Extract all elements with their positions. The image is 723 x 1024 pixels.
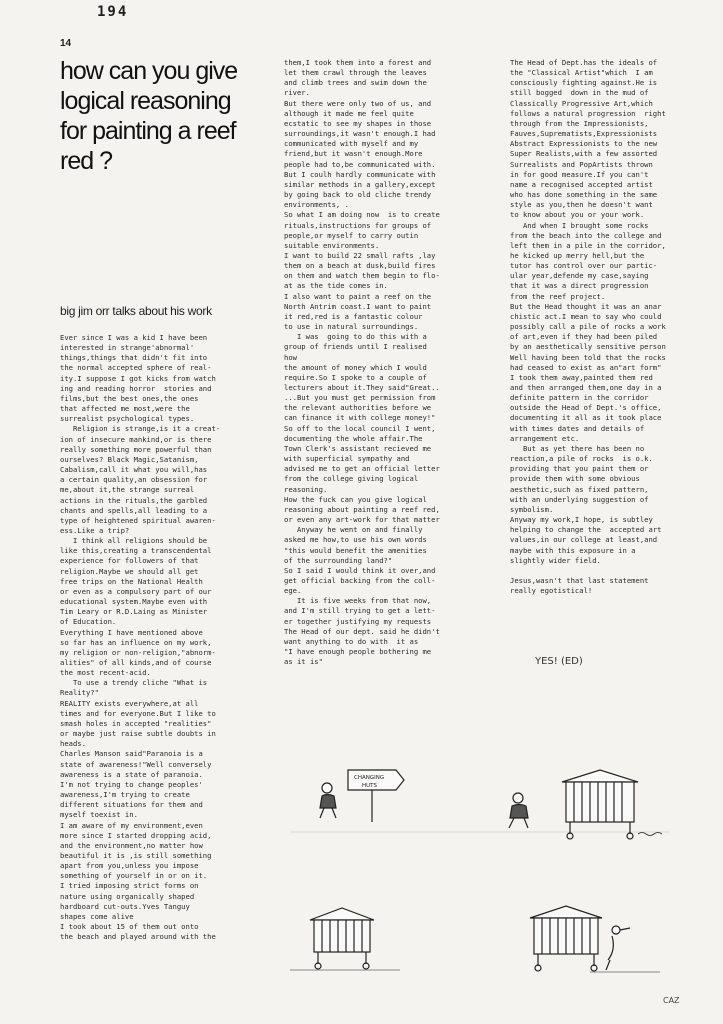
changing-hut-3	[530, 906, 602, 971]
bird-figure	[590, 926, 660, 972]
changing-huts-sign	[348, 770, 404, 822]
article-byline: big jim orr talks about his work	[60, 304, 212, 318]
article-column-1: Ever since I was a kid I have been interested in strange'abnormal' things,things that didn't fit into the normal accepted sphere of real- ity.I suppose I got kicks from watch ing and reading horror stories and films,but the best ones,the ones that affected me most,were the surrealist psychological types. Religion is strange,is it a creat- ion of insecure mankind,or is there really something more powerful than ourselves? Black Magic,Satanism, Cabalism,call it what you will,has a certain quality,an obsession for me,about it,the strange surreal actions in the rituals,the garbled chants and spells,all leading to a type of heightened spiritual awaren- ess.Like a trip? I think all religions should be like this,creating a transcendental experience for followers of that religion.Maybe we should all get free trips on the National Health or even as a compulsory part of our educational system.Maybe even with Tim Leary or R.D.Laing as Minister of Education. Everything I have mentioned above so far has an influence on my work, my religion or non-religion,"abnorm- alities" of all kinds,and of course the most recent-acid. To use a trendy cliche "What is Reality?" REALITY exists everywhere,at all times and for everyone.But I like to smash holes in accepted "realities" or maybe just raise subtle doubts in heads. Charles Manson said"Paranoia is a state of awareness!"Well conversely awareness is a state of paranoia. I'm not trying to change peoples' awareness,I'm trying to create different situations for them and myself toexist in. I am aware of my environment,even more since I started dropping acid, and the environment,no matter how beautiful it is ,is still something apart from you,unless you impose something of yourself in or on it. I tried imposing strict forms on nature using organically shaped hardboard cut-outs.Yves Tanguy shapes come alive I took about 15 of them out onto the beach and played around with the	[60, 333, 221, 942]
changing-huts-cartoon	[290, 760, 670, 1010]
article-column-3: The Head of Dept.has the ideals of the "Classical Artist"which I am consciously fighting against.He is still bogged down in the mud of Classically Progressive Art,which follows a natural progression right through from the Impressionists, Fauves,Suprematists,Expressionists Abstract Expressionists to the new Super Realists,with a few assorted Surrealists and PopArtists thrown in for good measure.If you can't name a recognised accepted artist who has done something in the same style as you,then he doesn't want to know about you or your work. And when I brought some rocks from the beach into the college and left them in a pile in the corridor, he kicked up merry hell,but the tutor has control over our partic- ular year,defende my case,saying that it was a direct progression from the reef project. But the Head thought it was an anar chistic act.I mean to say who could possibly call a pile of rocks a work of art,even if they had been piled by an aesthetically sensitive person Well having been told that the rocks had ceased to exist as an"art form" I took them away,painted them red and then arranged them,one day in a definite pattern in the corridor outside the Head of Dept.'s office, documenting it all as it took place with times dates and details of arrangement etc. But as yet there has been no reaction,a pile of rocks is o.k. providing that you paint them or provide them with some obvious aesthetic,such as fixed pattern, with an underlying suggestion of symbolism. Anyway my work,I hope, is subtley helping to change the accepted art values,in our college at least,and maybe with this exposure in a slightly wider field. Jesus,wasn't that last statement really egotistical!	[510, 58, 666, 596]
article-column-2: them,I took them into a forest and let them crawl through the leaves and climb trees and swim down the river. But there were only two of us, and although it made me feel quite ecstatic to see my shapes in those surroundings,it wasn't enough.I had communicated with myself and my friend,but it wasn't enough.More people had to,be communicated with. But I coulh hardly communicate with similar methods in a gallery,except by going back to old cliche trendy environments, . So what I am doing now is to create rituals,instructions for groups of people,or myself to carry outin suitable environments. I want to build 22 small rafts ,lay them on a beach at dusk,build fires on them and watch them begin to flo- at as the tide comes in. I also want to paint a reef on the North Antrim coast.I want to paint it red,red is a fantastic colour to use in natural surroundings. I was going to do this with a group of friends until I realised how the amount of money which I would require.So I spoke to a couple of lecturers about it.They said"Great.. ...But you must get permission from the relevant authorities before we can finance it with college money!" So off to the local council I went, documenting the whole affair.The Town Clerk's assistant recieved me with superficial sympathy and advised me to get an official letter from the college giving logical reasoning. How the fuck can you give logical reasoning about painting a reef red, or even any art-work for that matter Anyway he went on and finally asked me how,to use his own words "this would benefit the amenities of the surrounding land?" So I said I would think it over,and get official backing from the coll- ege. It is five weeks from that now, and I'm still trying to get a lett- er together justifying my requests The Head of our dept. said he didn't want anything to do with it as "I have enough people bothering me as it is"	[284, 58, 440, 667]
sign-text-line2: HUTS	[362, 783, 378, 789]
folio-number: 14	[60, 38, 72, 49]
walking-figure-1	[320, 783, 336, 818]
page-number: 194	[97, 4, 129, 20]
artist-signature: CAZ	[663, 996, 680, 1005]
article-headline: how can you give logical reasoning for painting a reef red ?	[60, 57, 238, 175]
editor-note: YES! (ED)	[535, 656, 583, 667]
changing-hut-2	[290, 908, 400, 970]
changing-hut-1	[562, 770, 662, 839]
sign-text-line1: CHANGING	[354, 775, 385, 781]
walking-figure-2	[509, 793, 528, 828]
